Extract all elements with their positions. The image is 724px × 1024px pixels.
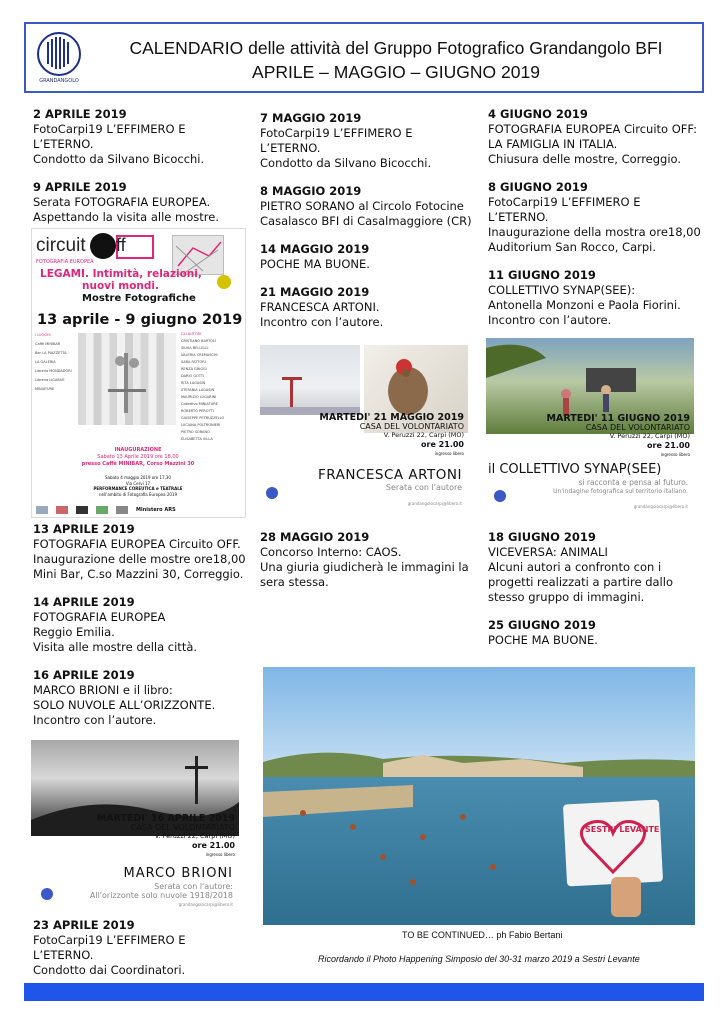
poster-name: il COLLETTIVO SYNAP(SEE) — [488, 462, 662, 477]
poster-place: CASA DEL VOLONTARIATO — [359, 422, 464, 431]
event-line: Auditorium San Rocco, Carpi. — [488, 240, 657, 254]
perf-line: PERFORMANCE COREUTICA e TEATRALE — [93, 486, 183, 491]
event-line: FotoCarpi19 L’EFFIMERO E — [33, 933, 186, 947]
event-line: Incontro con l’autore. — [260, 315, 384, 329]
event-date: 14 APRILE 2019 — [33, 595, 135, 609]
author-item: Collettivo MINIATURE — [181, 402, 218, 406]
inaug-title: INAUGURAZIONE — [114, 447, 162, 453]
author-item: RITA LAGASIN — [181, 381, 206, 385]
event-item — [33, 522, 248, 582]
poster-artoni — [260, 345, 468, 513]
authors-title: GLI AUTORI — [181, 332, 202, 336]
event-item — [488, 268, 710, 328]
inaug-place: presso Caffè MINIBAR, Corso Mazzini 30 — [81, 461, 195, 467]
author-item: RENZA GRIGGI — [181, 367, 207, 371]
event-line: Serata FOTOGRAFIA EUROPEA. — [33, 195, 211, 209]
list-item: LA GALERIA — [35, 360, 56, 364]
poster-time: ore 21.00 — [647, 441, 690, 450]
event-line: Condotto da Silvano Bicocchi. — [260, 156, 432, 170]
card-text: SESTRI LEVANTE — [585, 825, 660, 834]
event-date: 25 GIUGNO 2019 — [488, 618, 596, 632]
page-title — [96, 36, 696, 84]
event-line: Inaugurazione delle mostre ore18,00 — [33, 552, 246, 566]
event-item — [488, 180, 710, 255]
author-item: ELISABETTA VILLA — [181, 437, 213, 441]
event-item — [260, 285, 480, 330]
artoni-photo-1 — [260, 345, 360, 415]
poster-dates: 13 aprile - 9 giugno 2019 — [37, 312, 243, 328]
synap-info — [547, 414, 690, 459]
event-item — [488, 618, 710, 648]
poster-name: FRANCESCA ARTONI — [318, 467, 462, 483]
event-line: FOTOGRAFIA EUROPEA Circuito OFF: — [488, 122, 697, 136]
poster-photo — [78, 333, 176, 425]
event-item — [260, 530, 480, 590]
grandangolo-logo — [34, 30, 84, 85]
sponsor-logo — [96, 506, 108, 514]
event-line: FotoCarpi19 L’EFFIMERO E — [33, 122, 186, 136]
poster-name: MARCO BRIONI — [123, 866, 233, 881]
col2-top — [260, 111, 480, 343]
event-line: Condotto da Silvano Bicocchi. — [33, 152, 205, 166]
event-line: Chiusura delle mostre, Correggio. — [488, 152, 682, 166]
sponsor-logo — [116, 506, 128, 514]
perf-line: Sabato 4 maggio 2019 ore 17,30 — [105, 475, 171, 480]
event-line: Mini Bar, C.so Mazzini 30, Correggio. — [33, 567, 244, 581]
event-item — [260, 184, 480, 229]
event-line: SOLO NUVOLE ALL’ORIZZONTE. — [33, 698, 216, 712]
event-item — [488, 530, 710, 605]
col2-bottom — [260, 530, 480, 603]
sponsor-logos — [36, 505, 242, 515]
list-item: Libreria LIGABUE — [35, 378, 65, 382]
event-date: 9 APRILE 2019 — [33, 180, 127, 194]
sponsor-logo — [36, 506, 48, 514]
poster-brioni — [31, 740, 239, 912]
poster-email: grandangolocarpi@libero.it — [407, 501, 462, 506]
author-item: MAURIZIO LUGARINI — [181, 395, 217, 399]
tagline-red-2: nuovi mondi. — [82, 280, 159, 292]
author-item: PIETRO SORANO — [181, 430, 210, 434]
event-line: LA FAMIGLIA IN ITALIA. — [488, 137, 618, 151]
poster-date: MARTEDI' 16 APRILE 2019 — [96, 813, 235, 824]
poster-address: V. Peruzzi 22, Carpi (MO) — [154, 832, 235, 840]
event-line: FRANCESCA ARTONI. — [260, 300, 380, 314]
event-item — [260, 242, 480, 272]
col1-bottom — [33, 918, 248, 991]
author-item: DARIO GOTTI — [181, 374, 205, 378]
beach-photo — [263, 667, 695, 925]
sponsor-logo — [56, 506, 68, 514]
event-line: stesso gruppo di immagini. — [488, 590, 645, 604]
poster-entry: ingresso libero — [660, 452, 690, 457]
poster-time: ore 21.00 — [421, 440, 464, 449]
event-line: sera stessa. — [260, 575, 329, 589]
list-item: MINIATURE — [35, 387, 55, 391]
poster-circuit-off — [31, 228, 246, 518]
event-line: Alcuni autori a confronto con i — [488, 560, 662, 574]
inaug-line: Sabato 13 Aprile 2019 ore 18,00 — [97, 454, 179, 460]
event-date: 4 GIUGNO 2019 — [488, 107, 588, 121]
event-line: PIETRO SORANO al Circolo Fotocine — [260, 199, 464, 213]
event-date: 8 GIUGNO 2019 — [488, 180, 588, 194]
event-item — [33, 918, 248, 978]
author-item: VALERIA CREMASCHI — [181, 353, 218, 357]
list-item: Libreria MONDADORI — [35, 369, 72, 373]
event-item — [260, 111, 480, 171]
event-line: FOTOGRAFIA EUROPEA Circuito OFF. — [33, 537, 241, 551]
header-box — [24, 22, 704, 93]
event-date: 23 APRILE 2019 — [33, 918, 135, 932]
event-date: 8 MAGGIO 2019 — [260, 184, 362, 198]
photo-caption: Ricordando il Photo Happening Simposio del 30-31 marzo 2019 a Sestri Levante — [318, 954, 640, 964]
perf-line: nell'ambito di Fotografia Europea 2019 — [99, 491, 177, 497]
event-line: Casalasco BFI di Casalmaggiore (CR) — [260, 214, 472, 228]
author-item: CRISTIANO BARTOLI — [181, 339, 217, 343]
event-date: 14 MAGGIO 2019 — [260, 242, 370, 256]
event-line: progetti realizzati a partire dallo — [488, 575, 673, 589]
col1-top — [33, 107, 248, 238]
author-item: SILVIA BELLELLI — [181, 346, 209, 350]
event-date: 16 APRILE 2019 — [33, 668, 135, 682]
event-item — [488, 107, 710, 167]
event-line: Incontro con l’autore. — [33, 713, 157, 727]
event-line: Una giuria giudicherà le immagini la — [260, 560, 469, 574]
event-date: 2 APRILE 2019 — [33, 107, 127, 121]
event-line: L’ETERNO. — [260, 141, 321, 155]
artoni-info — [319, 413, 464, 458]
authors-list — [181, 331, 245, 443]
perf-line: Via Cervi 17 — [125, 480, 151, 486]
poster-email: grandangolocarpi@libero.it — [178, 902, 233, 907]
poster-email: grandangolocarpi@libero.it — [633, 504, 688, 509]
sponsor-text: Ministero ARS — [136, 507, 176, 513]
poster-address: V. Peruzzi 22, Carpi (MO) — [383, 431, 464, 439]
event-line: Incontro con l’autore. — [488, 313, 612, 327]
sponsor-logo — [76, 506, 88, 514]
poster-subtitle — [553, 478, 688, 496]
coff-dot — [217, 275, 231, 289]
tagline-black: Mostre Fotografiche — [82, 293, 196, 304]
places-list — [35, 331, 75, 394]
event-line: POCHE MA BUONE. — [260, 257, 370, 271]
performance-block — [78, 475, 198, 497]
event-line: Inaugurazione della mostra ore18,00 — [488, 225, 701, 239]
off-circle — [90, 233, 116, 259]
event-line: Concorso Interno: CAOS. — [260, 545, 402, 559]
list-item: I LUOGHI — [35, 333, 51, 337]
col3-bottom — [488, 530, 710, 661]
poster-synap — [486, 338, 694, 514]
club-logo-icon — [494, 490, 506, 502]
subtitle-line: Un'indagine fotografica sul territorio italiano. — [553, 488, 688, 495]
poster-subtitle — [90, 882, 233, 900]
poster-place: CASA DEL VOLONTARIATO — [585, 423, 690, 432]
poster-date: MARTEDI' 21 MAGGIO 2019 — [319, 412, 464, 423]
inauguration-block — [78, 447, 198, 468]
col3-top — [488, 107, 710, 341]
event-line: Antonella Monzoni e Paola Fiorini. — [488, 298, 681, 312]
title-line-1: CALENDARIO delle attività del Gruppo Fotografico Grandangolo BFI — [129, 38, 663, 58]
event-date: 18 GIUGNO 2019 — [488, 530, 596, 544]
logo-text: GRANDANGOLO — [39, 78, 79, 84]
list-item: Bar LA PIAZZETTA — [35, 351, 67, 355]
event-date: 21 MAGGIO 2019 — [260, 285, 370, 299]
brand-sub: FOTOGRAFIA EUROPEA — [36, 259, 94, 265]
event-line: Aspettando la visita alle mostre. — [33, 210, 219, 224]
poster-subtitle: Serata con l'autore — [385, 483, 462, 492]
event-line: FOTOGRAFIA EUROPEA — [33, 610, 166, 624]
event-date: 7 MAGGIO 2019 — [260, 111, 362, 125]
poster-time: ore 21.00 — [192, 841, 235, 850]
author-item: ROBERTO PEROTTI — [181, 409, 214, 413]
author-item: SARA FATTORI — [181, 360, 206, 364]
event-item — [33, 180, 248, 225]
event-date: 11 GIUGNO 2019 — [488, 268, 596, 282]
list-item: Caffè MINIBAR — [35, 342, 61, 346]
event-line: MARCO BRIONI e il libro: — [33, 683, 173, 697]
author-item: LUCIANA POLTRONIERI — [181, 423, 221, 427]
bottom-bar — [24, 983, 704, 1001]
club-logo-icon — [41, 888, 53, 900]
author-item: STEFANIA LAGASIN — [181, 388, 215, 392]
poster-entry: ingresso libero — [205, 852, 235, 857]
brioni-info — [97, 814, 235, 859]
event-line: FotoCarpi19 L’EFFIMERO E — [260, 126, 413, 140]
circuit-brand: circuit — [36, 235, 86, 256]
event-line: Condotto dai Coordinatori. — [33, 963, 186, 977]
col1-mid — [33, 522, 248, 741]
poster-address: V. Peruzzi 22, Carpi (MO) — [609, 432, 690, 440]
event-line: FotoCarpi19 L’EFFIMERO E — [488, 195, 641, 209]
subtitle-line: All'orizzonte solo nuvole 1918/2018 — [89, 891, 233, 900]
event-date: 28 MAGGIO 2019 — [260, 530, 370, 544]
event-line: POCHE MA BUONE. — [488, 633, 598, 647]
author-item: GIUSEPPE PETRUZZELLO — [181, 416, 225, 420]
club-logo-icon — [266, 487, 278, 499]
subtitle-line: Serata con l'autore: — [154, 882, 233, 891]
poster-date: MARTEDI' 11 GIUGNO 2019 — [546, 413, 690, 424]
event-line: L’ETERNO. — [488, 210, 549, 224]
event-line: VICEVERSA: ANIMALI — [488, 545, 608, 559]
event-line: L’ETERNO. — [33, 137, 94, 151]
off-brand: ff — [116, 235, 126, 255]
event-line: L’ETERNO. — [33, 948, 94, 962]
event-line: Visita alle mostre della città. — [33, 640, 198, 654]
photo-credit: TO BE CONTINUED… ph Fabio Bertani — [402, 930, 563, 940]
subtitle-line: si racconta e pensa al futuro. — [578, 478, 688, 487]
tagline-red: LEGAMI. Intimità, relazioni, — [40, 268, 202, 280]
poster-place: CASA DEL VOLONTARIATO — [130, 823, 235, 832]
event-item — [33, 668, 248, 728]
poster-entry: ingresso libero — [434, 451, 464, 456]
event-line: Reggio Emilia. — [33, 625, 115, 639]
event-line: COLLETTIVO SYNAP(SEE): — [488, 283, 636, 297]
event-item — [33, 107, 248, 167]
event-item — [33, 595, 248, 655]
event-date: 13 APRILE 2019 — [33, 522, 135, 536]
title-line-2: APRILE – MAGGIO – GIUGNO 2019 — [252, 62, 540, 82]
